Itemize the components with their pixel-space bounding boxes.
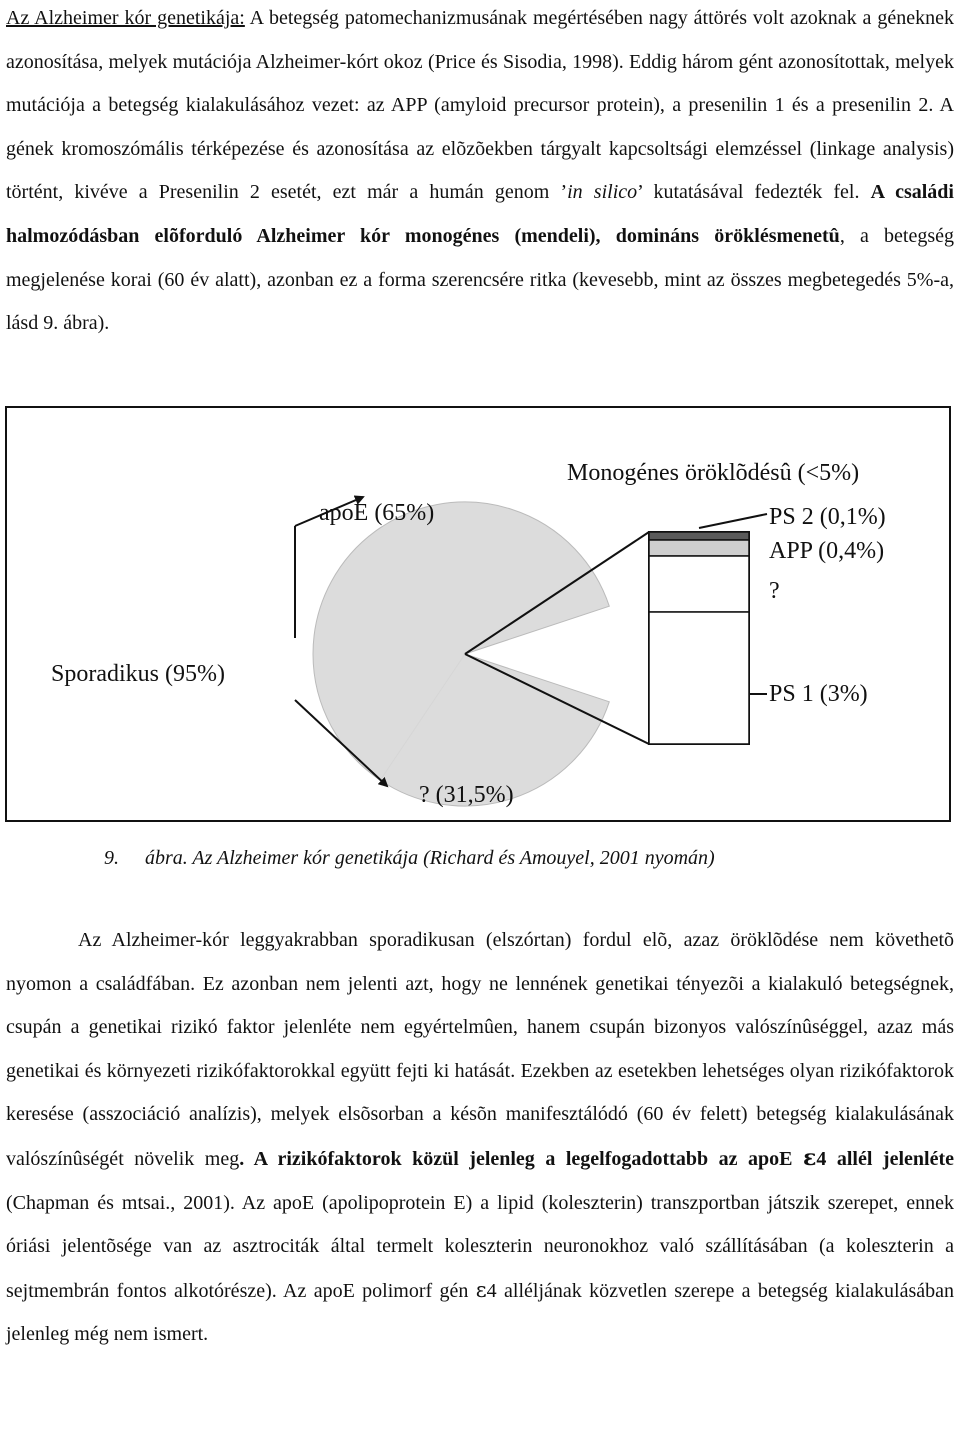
body-text-3: 4 alléljának közvetlen szerepe a betegség kialakulásában jelenleg még nem ismert.: [6, 1279, 954, 1346]
monogenes-label: Monogénes öröklõdésû (<5%): [567, 460, 860, 486]
figure-caption: [104, 847, 715, 870]
stacked-bar: [649, 532, 749, 744]
body-bold-1: . A rizikófaktorok közül jelenleg a legelfogadottabb az apoE: [239, 1147, 803, 1170]
ps2-leader: [699, 514, 767, 528]
intro-paragraph: [6, 0, 954, 346]
bar-segment-: [649, 556, 749, 612]
app-label: APP (0,4%): [769, 538, 885, 564]
bar-segment-app: [649, 540, 749, 556]
bar-segment-ps-1: [649, 612, 749, 744]
intro-text-3: , a betegség megjelenése korai (60 év alatt), azonban ez a forma szerencsére ritka (kevesebb, mint az összes megbetegedés 5%-a, lásd 9. ábra).: [6, 224, 955, 335]
unknown-label: ? (31,5%): [419, 782, 514, 808]
pie-chart: [313, 502, 609, 806]
epsilon-symbol-2: ε: [475, 1277, 487, 1302]
apoe-label: apoE (65%): [319, 500, 435, 526]
intro-text-1: A betegség patomechanizmusának megértésében nagy áttörés volt azoknak a géneknek azonosítása, melyek mutációja Alzheimer-kórt okoz (Price és Sisodia, 1998). Eddig három gént azonosítottak, melyek mutációja a betegség kialakulásához vezet: az APP (amyloid precursor protein), a presenilin 1 és a presenilin 2. A gének kromoszómális térképezése és azonosítása az elõzõekben tárgyalt kapcsoltsági elemzéssel (linkage analysis) történt, kivéve a Presenilin 2 esetét, ezt már a humán genom ’: [6, 7, 954, 204]
intro-bold-statement: A családi halmozódásban elõforduló Alzheimer kór monogénes (mendeli), domináns öröklésmenetû: [6, 181, 954, 247]
body-paragraph: [6, 919, 954, 1357]
body-text-1: Az Alzheimer-kór leggyakrabban sporadikusan (elszórtan) fordul elõ, azaz öröklõdése nem követhetõ nyomon a családfában. Ez azonban nem jelenti azt, hogy ne lennének genetikai tényezõi a kialakuló betegségnek, csupán a genetikai rizikó faktor jelenléte nem egyértelmûen, hanem csupán bizonyos valószínûséggel, azaz más genetikai és környezeti rizikófaktorokkal együtt fejti ki hatását. Ezekben az esetekben lehetséges olyan rizikófaktorok keresése (asszociáció analízis), melyek elsõsorban a késõn manifesztálódó (60 év felett) betegség kialakulásának valószínûségét növelik meg: [6, 929, 954, 1170]
in-silico-term: in silico: [567, 181, 638, 204]
question-label: ?: [769, 578, 780, 604]
ps1-label: PS 1 (3%): [769, 681, 868, 707]
genetics-figure: [5, 406, 951, 822]
figure-diagram: [7, 408, 949, 820]
ps2-label: PS 2 (0,1%): [769, 504, 886, 530]
body-bold-2: 4 allél jelenléte: [816, 1147, 954, 1170]
epsilon-symbol: ε: [802, 1144, 817, 1171]
intro-text-2: ’ kutatásával fedezték fel.: [637, 181, 871, 204]
sporadikus-label: Sporadikus (95%): [51, 661, 225, 687]
pie-sector-sporadic: [313, 502, 609, 806]
bar-segment-ps-2: [649, 532, 749, 540]
body-text-2: (Chapman és mtsai., 2001). Az apoE (apolipoprotein E) a lipid (koleszterin) transzportban játszik szerepet, ennek óriási jelentõsége van az asztrociták által termelt koleszterin neuronokhoz való szállításában (a koleszterin a sejtmembrán fontos alkotórésze). Az apoE polimorf gén: [6, 1191, 954, 1302]
caption-number: 9.: [104, 847, 119, 869]
section-heading: Az Alzheimer kór genetikája:: [6, 7, 245, 29]
caption-text: ábra. Az Alzheimer kór genetikája (Richard és Amouyel, 2001 nyomán): [145, 847, 715, 869]
